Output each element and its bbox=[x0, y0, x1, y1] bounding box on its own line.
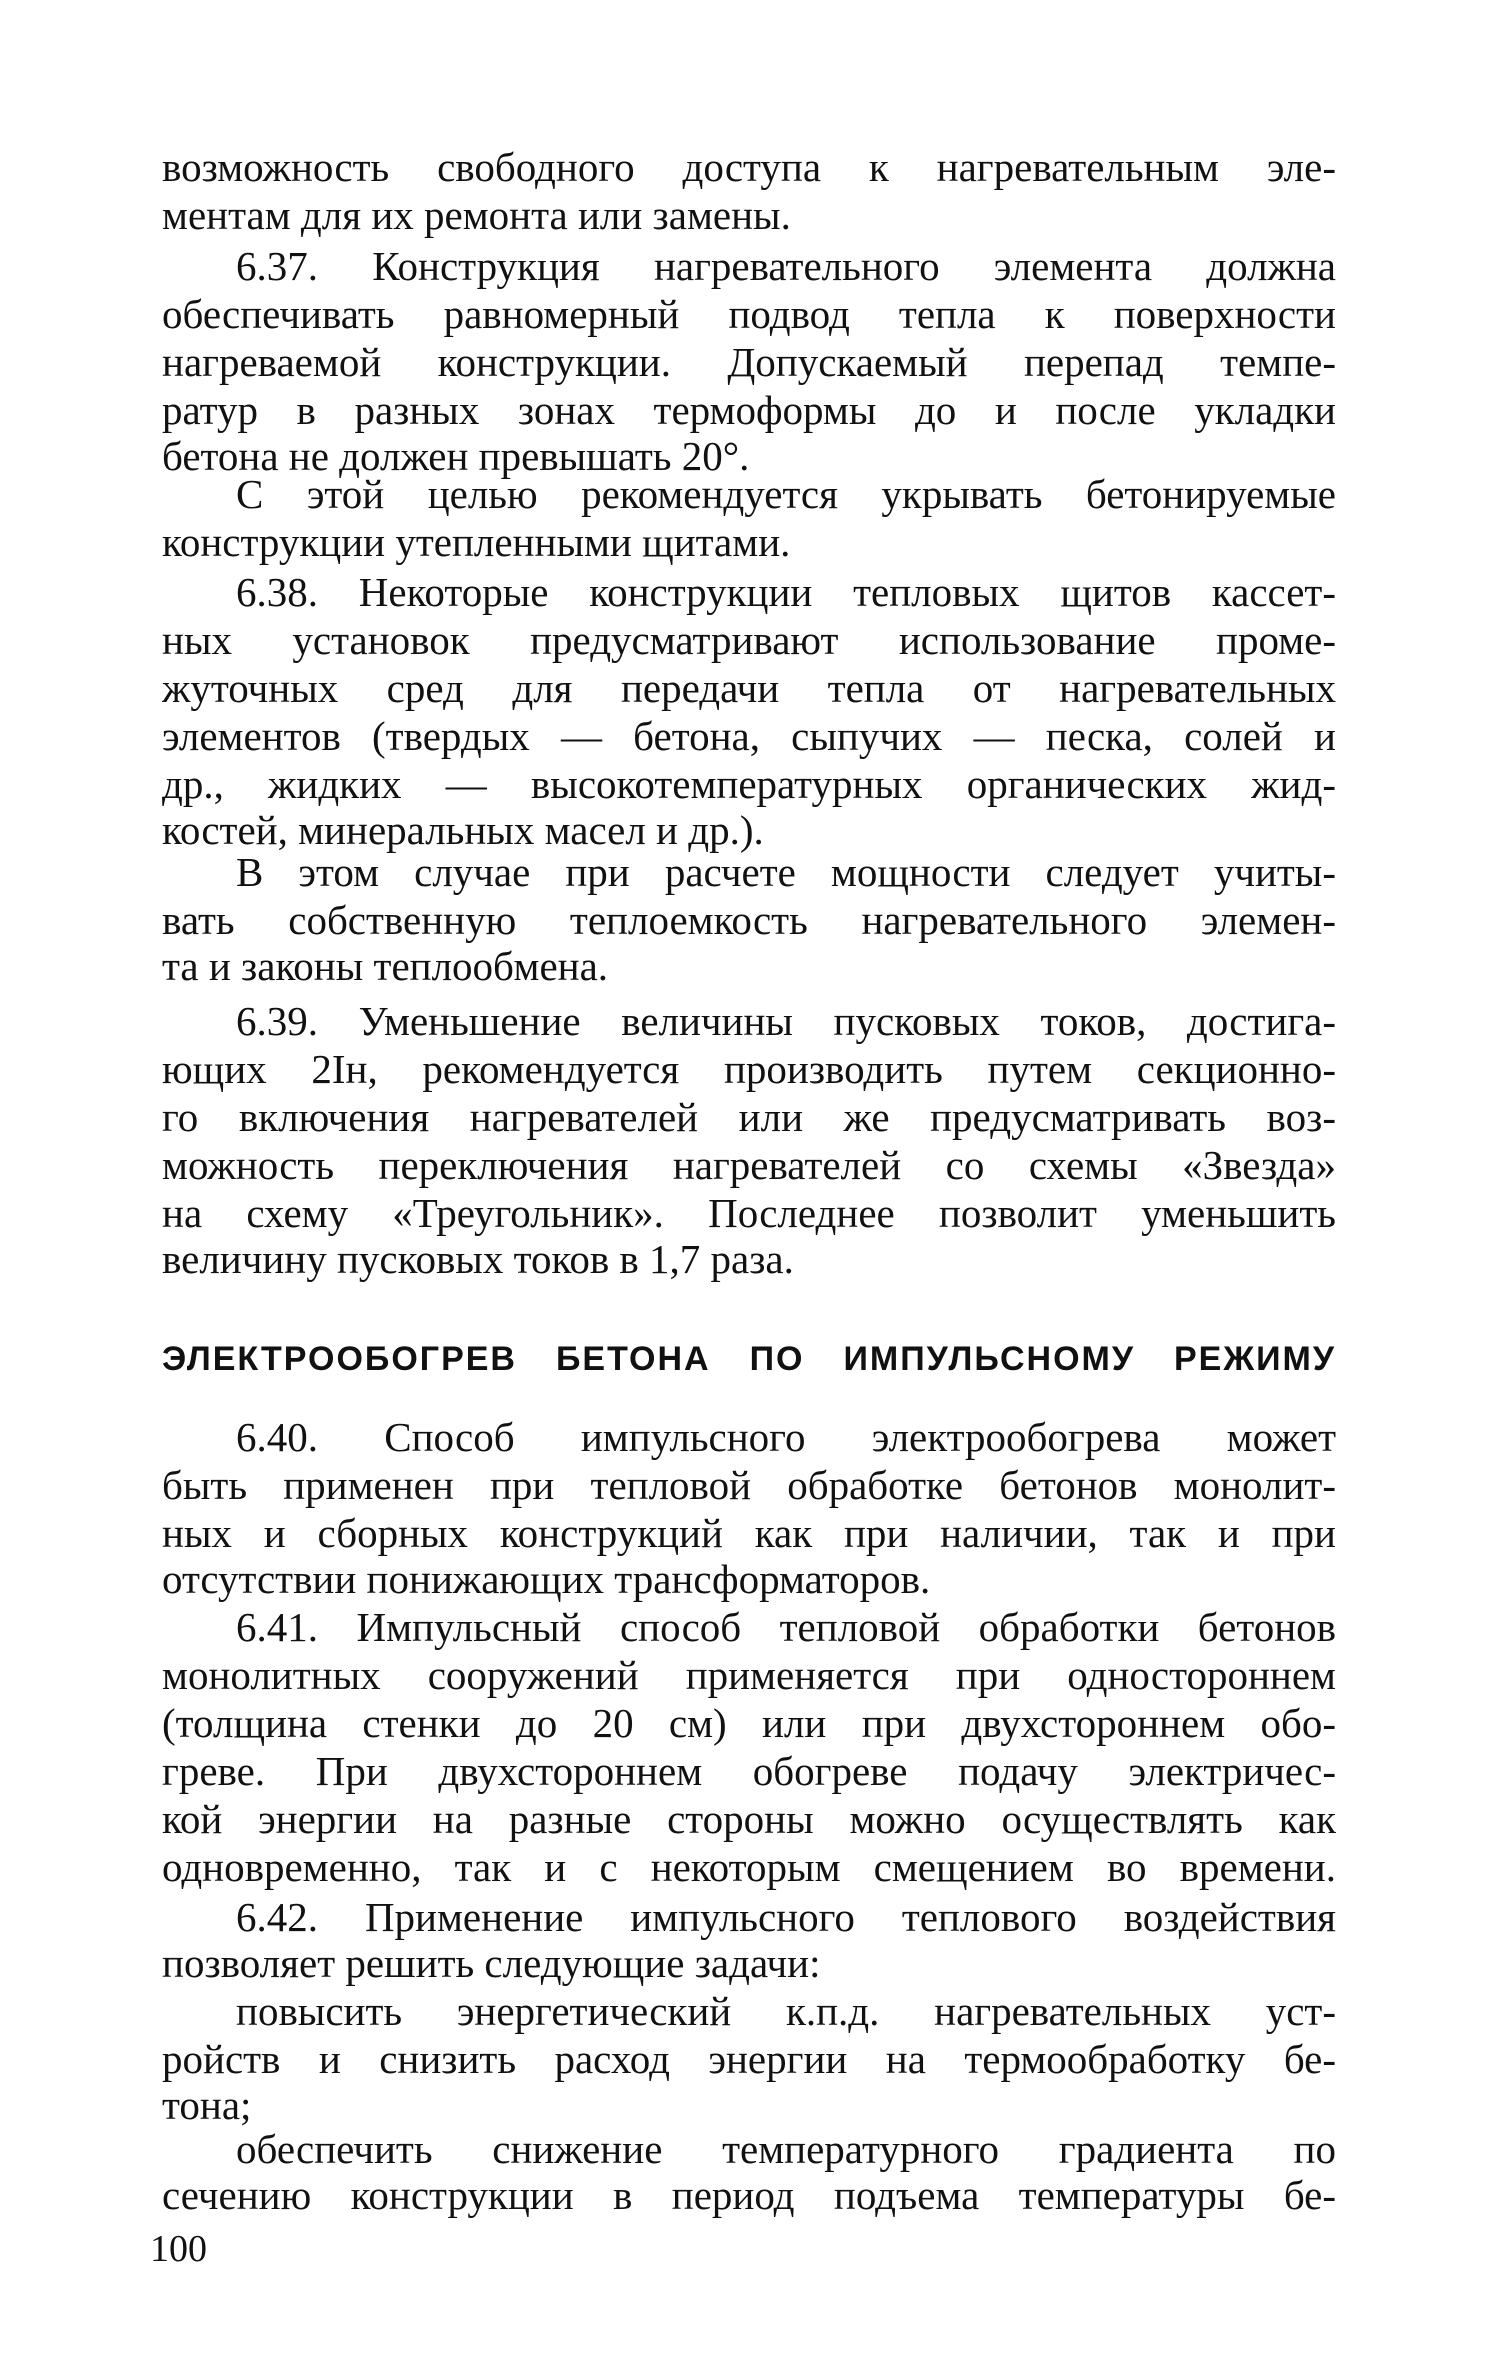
text-line: возможность свободного доступа к нагревательным эле- bbox=[162, 144, 1336, 190]
text-line: на схему «Треугольник». Последнее позволит уменьшить bbox=[162, 1190, 1336, 1236]
text-line: 6.40. Способ импульсного электрообогрева может bbox=[236, 1414, 1336, 1460]
text-line: обеспечивать равномерный подвод тепла к поверхности bbox=[162, 291, 1336, 337]
text-line: позволяет решить следующие задачи: bbox=[162, 1940, 821, 1986]
text-line: ментам для их ремонта или замены. bbox=[162, 192, 791, 238]
text-line: греве. При двухстороннем обогреве подачу электричес- bbox=[162, 1748, 1336, 1794]
text-line: тона; bbox=[162, 2082, 252, 2128]
text-line: можность переключения нагревателей со схемы «Звезда» bbox=[162, 1142, 1336, 1188]
text-line: ных и сборных конструкций как при наличии, так и при bbox=[162, 1510, 1336, 1556]
text-line: (толщина стенки до 20 см) или при двухстороннем обо- bbox=[162, 1700, 1336, 1746]
text-line: отсутствии понижающих трансформаторов. bbox=[162, 1556, 931, 1602]
text-line: бетона не должен превышать 20°. bbox=[162, 433, 750, 479]
text-line: элементов (твердых — бетона, сыпучих — песка, солей и bbox=[162, 713, 1336, 759]
text-line: нагреваемой конструкции. Допускаемый перепад темпе- bbox=[162, 339, 1336, 385]
text-line: 6.38. Некоторые конструкции тепловых щитов кассет- bbox=[236, 569, 1336, 615]
text-line: 6.37. Конструкция нагревательного элемента должна bbox=[236, 243, 1336, 289]
text-line: др., жидких — высокотемпературных органических жид- bbox=[162, 761, 1336, 807]
text-line: монолитных сооружений применяется при одностороннем bbox=[162, 1652, 1336, 1698]
text-line: ратур в разных зонах термоформы до и после укладки bbox=[162, 387, 1336, 433]
text-line: ройств и снизить расход энергии на термообработку бе- bbox=[162, 2036, 1336, 2082]
page-number: 100 bbox=[150, 2228, 207, 2270]
text-line: одновременно, так и с некоторым смещением во времени. bbox=[162, 1844, 1336, 1890]
text-line: 6.39. Уменьшение величины пусковых токов, достига- bbox=[236, 998, 1336, 1044]
text-line: костей, минеральных масел и др.). bbox=[162, 807, 764, 853]
text-line: жуточных сред для передачи тепла от нагревательных bbox=[162, 665, 1336, 711]
text-line: обеспечить снижение температурного градиента по bbox=[236, 2126, 1336, 2172]
section-heading: ЭЛЕКТРООБОГРЕВ БЕТОНА ПО ИМПУЛЬСНОМУ РЕЖИМУ bbox=[162, 1340, 1336, 1378]
text-line: величину пусковых токов в 1,7 раза. bbox=[162, 1236, 794, 1282]
text-line: сечению конструкции в период подъема температуры бе- bbox=[162, 2172, 1336, 2218]
text-line: та и законы теплообмена. bbox=[162, 943, 609, 989]
text-line: С этой целью рекомендуется укрывать бетонируемые bbox=[236, 471, 1336, 517]
text-line: 6.42. Применение импульсного теплового воздействия bbox=[236, 1894, 1336, 1940]
text-line: кой энергии на разные стороны можно осуществлять как bbox=[162, 1796, 1336, 1842]
text-line: ющих 2Iн, рекомендуется производить путем секционно- bbox=[162, 1046, 1336, 1092]
text-line: повысить энергетический к.п.д. нагревательных уст- bbox=[236, 1988, 1336, 2034]
text-line: 6.41. Импульсный способ тепловой обработки бетонов bbox=[236, 1604, 1336, 1650]
text-line: быть применен при тепловой обработке бетонов монолит- bbox=[162, 1462, 1336, 1508]
text-line: вать собственную теплоемкость нагревательного элемен- bbox=[162, 897, 1336, 943]
text-line: го включения нагревателей или же предусматривать воз- bbox=[162, 1094, 1336, 1140]
text-line: конструкции утепленными щитами. bbox=[162, 519, 791, 565]
text-line: В этом случае при расчете мощности следует учиты- bbox=[236, 849, 1336, 895]
text-line: ных установок предусматривают использование проме- bbox=[162, 617, 1336, 663]
